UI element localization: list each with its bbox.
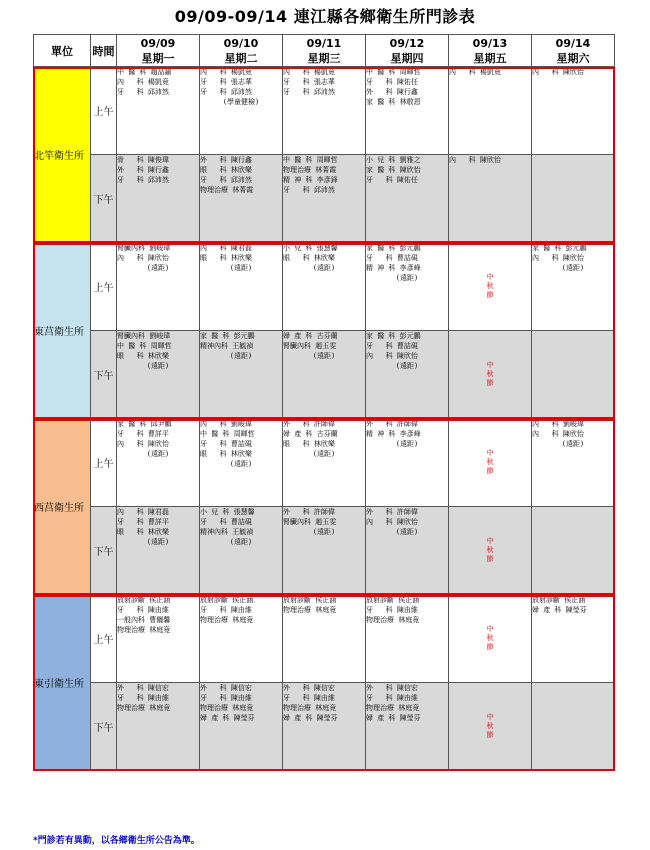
holiday-label: 中秋節 [486, 713, 494, 739]
cell-note: (遠距) [312, 352, 336, 360]
clinic-entry: 家 醫 科 林敬恩 [366, 98, 421, 106]
clinic-cell [117, 243, 200, 331]
cell-note: (遠距) [561, 264, 585, 272]
clinic-entry: 婦 產 科 陳瑩芬 [200, 714, 255, 722]
clinic-entry: 家 醫 科 彭元鵬 [366, 244, 421, 252]
clinic-entry: 內 科 陳君磊 [200, 244, 252, 252]
morning-row [34, 595, 615, 683]
clinic-entry: 小 兒 科 張慧馨 [283, 244, 338, 252]
unit-name: 東莒衛生所 [34, 243, 91, 419]
morning-row [34, 67, 615, 155]
clinic-entry: 中 醫 科 周暉哲 [200, 430, 255, 438]
clinic-entry: 放射診斷 侯正涵 [200, 596, 254, 604]
clinic-entry: 婦 產 科 古芬蘭 [283, 332, 338, 340]
holiday-label: 中秋節 [486, 625, 494, 651]
cell-note: (遠距) [229, 264, 253, 272]
clinic-entry: 牙 科 邱沛然 [117, 176, 169, 184]
clinic-entry: 婦 產 科 陳瑩芬 [283, 714, 338, 722]
clinic-entry: 外 科 許師偉 [366, 508, 418, 516]
clinic-cell [117, 331, 200, 419]
clinic-entry: 精 神 科 李彥峰 [366, 430, 421, 438]
clinic-cell [283, 331, 366, 419]
clinic-entry: 外 科 陳信宏 [200, 684, 252, 692]
day-date: 09/12 [389, 36, 425, 50]
clinic-entry: 腎臟內科 劉峻瑋 [117, 332, 171, 340]
clinic-entry: 內 科 陳欣怡 [532, 430, 584, 438]
day-weekday: 星期一 [141, 51, 175, 65]
clinic-entry: 內 科 陳欣怡 [117, 254, 169, 262]
time-morning: 上午 [91, 243, 117, 331]
clinic-entry: 牙 科 曹詰硯 [200, 518, 252, 526]
clinic-cell [200, 507, 283, 595]
day-header [449, 35, 532, 67]
holiday-cell [449, 331, 532, 419]
afternoon-row [34, 507, 615, 595]
clinic-entry: 中 醫 科 周暉哲 [117, 342, 172, 350]
time-afternoon: 下午 [91, 155, 117, 243]
clinic-cell [200, 67, 283, 155]
cell-note: (遠距) [395, 440, 419, 448]
cell-note: (遠距) [146, 362, 170, 370]
holiday-cell [449, 507, 532, 595]
clinic-entry: 物理治療 林庭竟 [366, 704, 420, 712]
clinic-entry: 物理治療 林庭竟 [200, 616, 254, 624]
schedule-table [33, 34, 615, 771]
cell-note: (遠距) [312, 264, 336, 272]
cell-note: (遠距) [146, 450, 170, 458]
clinic-cell [283, 155, 366, 243]
clinic-entry: 物理治療 林庭竟 [117, 626, 171, 634]
clinic-entry: 內 科 楊凱竟 [449, 68, 501, 76]
clinic-entry: 家 醫 科 彭元鵬 [200, 332, 255, 340]
cell-note: (遠距) [312, 450, 336, 458]
clinic-cell [200, 243, 283, 331]
clinic-entry: 家 醫 科 彭元鵬 [366, 332, 421, 340]
morning-row [34, 419, 615, 507]
day-header [200, 35, 283, 67]
clinic-entry: 牙 科 邱沛然 [283, 88, 335, 96]
clinic-entry: 牙 科 陳由維 [366, 694, 418, 702]
clinic-entry: 牙 科 曹詰硯 [366, 342, 418, 350]
holiday-cell [449, 243, 532, 331]
cell-note: (學童健檢) [222, 98, 260, 106]
clinic-cell [283, 67, 366, 155]
cell-note: (遠距) [229, 352, 253, 360]
clinic-cell [366, 683, 449, 771]
day-date: 09/09 [140, 36, 176, 50]
clinic-entry: 牙 科 曹詰硯 [200, 440, 252, 448]
cell-note: (遠距) [146, 264, 170, 272]
clinic-cell [283, 243, 366, 331]
clinic-cell [283, 683, 366, 771]
clinic-entry: 精 神 科 李彥峰 [366, 264, 421, 272]
clinic-entry: 小 兒 科 劉雅之 [366, 156, 421, 164]
clinic-entry: 骨 科 陳俊瑋 [117, 156, 169, 164]
clinic-entry: 牙 科 陳佑任 [366, 176, 418, 184]
clinic-entry: 牙 科 邱沛然 [200, 176, 252, 184]
clinic-entry: 內 科 劉峻瑋 [200, 420, 252, 428]
clinic-cell [366, 507, 449, 595]
clinic-entry: 腎臟內科 劉峻瑋 [117, 244, 171, 252]
clinic-entry: 眼 科 林欣樂 [200, 166, 252, 174]
clinic-entry: 內 科 陳欣怡 [366, 518, 418, 526]
clinic-entry: 放射診斷 侯正涵 [117, 596, 171, 604]
clinic-entry: 外 科 陳信宏 [117, 684, 169, 692]
clinic-entry: 婦 產 科 古芬蘭 [283, 430, 338, 438]
clinic-entry: 家 醫 科 陳欣怡 [366, 166, 421, 174]
clinic-entry: 眼 科 林欣樂 [200, 450, 252, 458]
clinic-entry: 眼 科 林欣樂 [200, 254, 252, 262]
time-header: 時間 [91, 35, 117, 67]
clinic-entry: 小 兒 科 張慧馨 [200, 508, 255, 516]
day-weekday: 星期四 [390, 51, 424, 65]
clinic-cell [200, 595, 283, 683]
clinic-entry: 外 科 陳行鑫 [200, 156, 252, 164]
clinic-entry: 牙 科 陳由維 [200, 694, 252, 702]
clinic-entry: 牙 科 陳由維 [117, 606, 169, 614]
time-afternoon: 下午 [91, 331, 117, 419]
clinic-entry: 牙 科 邱沛然 [117, 88, 169, 96]
clinic-entry: 腎臟內科 趙玉雯 [283, 342, 337, 350]
page-title: 09/09-09/14 連江縣各鄉衛生所門診表 [174, 7, 476, 26]
clinic-entry: 家 醫 科 邱尹麒 [117, 420, 172, 428]
time-afternoon: 下午 [91, 507, 117, 595]
day-weekday: 星期二 [224, 51, 258, 65]
clinic-cell [117, 683, 200, 771]
unit-name: 西莒衛生所 [34, 419, 91, 595]
clinic-entry: 中 醫 科 周暉哲 [283, 156, 338, 164]
clinic-entry: 物理治療 林庭竟 [283, 606, 337, 614]
clinic-entry: 內 科 劉峻瑋 [532, 420, 584, 428]
day-header [366, 35, 449, 67]
clinic-entry: 放射診斷 侯正涵 [283, 596, 337, 604]
holiday-label: 中秋節 [486, 449, 494, 475]
footnote: *門診若有異動，以各鄉衛生所公告為準。 [33, 836, 200, 846]
unit-name: 東引衛生所 [34, 595, 91, 771]
clinic-entry: 物理治療 林庭竟 [366, 616, 420, 624]
clinic-entry: 眼 科 林欣樂 [117, 352, 169, 360]
clinic-entry: 物理治療 林庭竟 [117, 704, 171, 712]
clinic-cell [283, 419, 366, 507]
clinic-entry: 外 科 許師偉 [366, 420, 418, 428]
clinic-cell [366, 331, 449, 419]
clinic-cell [117, 419, 200, 507]
cell-note: (遠距) [312, 528, 336, 536]
day-header [283, 35, 366, 67]
clinic-entry: 牙 科 陳由維 [117, 694, 169, 702]
cell-note: (遠距) [395, 362, 419, 370]
clinic-entry: 外 科 陳行鑫 [117, 166, 169, 174]
clinic-entry: 牙 科 曹詰硯 [366, 254, 418, 262]
day-weekday: 星期六 [556, 51, 590, 65]
clinic-entry: 內 科 楊凱竟 [283, 68, 335, 76]
clinic-entry: 婦 產 科 陳瑩芬 [532, 606, 587, 614]
clinic-cell [117, 67, 200, 155]
clinic-cell [449, 155, 532, 243]
day-date: 09/10 [223, 36, 259, 50]
unit-name: 北竿衛生所 [34, 67, 91, 243]
clinic-entry: 放射診斷 侯正涵 [532, 596, 586, 604]
clinic-entry: 內 科 陳欣怡 [532, 68, 584, 76]
afternoon-row [34, 331, 615, 419]
clinic-cell [366, 595, 449, 683]
clinic-entry: 婦 產 科 陳瑩芬 [366, 714, 421, 722]
header-row [34, 35, 615, 67]
cell-note: (遠距) [561, 440, 585, 448]
time-morning: 上午 [91, 67, 117, 155]
clinic-cell [449, 67, 532, 155]
morning-row [34, 243, 615, 331]
clinic-entry: 牙 科 曹詳平 [117, 430, 169, 438]
clinic-entry: 中 醫 科 趙品諭 [117, 68, 172, 76]
clinic-entry: 內 科 陳欣怡 [117, 440, 169, 448]
clinic-cell [283, 595, 366, 683]
holiday-cell [449, 595, 532, 683]
holiday-label: 中秋節 [486, 361, 494, 387]
clinic-entry: 內 科 陳欣怡 [532, 254, 584, 262]
day-weekday: 星期五 [473, 51, 507, 65]
unit-header: 單位 [34, 35, 91, 67]
day-header [117, 35, 200, 67]
holiday-cell [449, 419, 532, 507]
clinic-entry: 腎臟內科 趙玉雯 [283, 518, 337, 526]
clinic-cell [366, 155, 449, 243]
clinic-cell [532, 331, 615, 419]
clinic-entry: 精神內科 王毓禎 [200, 528, 254, 536]
clinic-cell [200, 419, 283, 507]
clinic-entry: 物理治療 林庭竟 [200, 704, 254, 712]
clinic-entry: 內 科 陳欣怡 [449, 156, 501, 164]
clinic-entry: 物理治療 林菁霞 [283, 166, 337, 174]
day-header [532, 35, 615, 67]
clinic-entry: 內 科 陳君磊 [117, 508, 169, 516]
clinic-entry: 牙 科 邱沛然 [200, 88, 252, 96]
clinic-entry: 外 科 許師偉 [283, 420, 335, 428]
holiday-label: 中秋節 [486, 273, 494, 299]
clinic-cell [200, 331, 283, 419]
clinic-cell [117, 595, 200, 683]
clinic-cell [366, 243, 449, 331]
cell-note: (遠距) [395, 528, 419, 536]
clinic-cell [532, 243, 615, 331]
cell-note: (遠距) [229, 460, 253, 468]
clinic-entry: 物理治療 林菁霞 [200, 186, 254, 194]
clinic-cell [366, 67, 449, 155]
clinic-entry: 眼 科 林欣樂 [117, 528, 169, 536]
clinic-entry: 外 科 陳信宏 [366, 684, 418, 692]
clinic-cell [532, 67, 615, 155]
clinic-entry: 牙 科 陳由維 [200, 606, 252, 614]
clinic-entry: 眼 科 林欣樂 [283, 440, 335, 448]
day-date: 09/11 [306, 36, 342, 50]
time-afternoon: 下午 [91, 683, 117, 771]
clinic-entry: 牙 科 曹詳平 [117, 518, 169, 526]
clinic-cell [283, 507, 366, 595]
clinic-cell [200, 155, 283, 243]
clinic-entry: 物理治療 林庭竟 [283, 704, 337, 712]
clinic-cell [366, 419, 449, 507]
clinic-entry: 放射診斷 侯正涵 [366, 596, 420, 604]
clinic-entry: 牙 科 陳佑任 [366, 78, 418, 86]
clinic-cell [532, 155, 615, 243]
clinic-entry: 家 醫 科 彭元鵬 [532, 244, 587, 252]
afternoon-row [34, 683, 615, 771]
time-morning: 上午 [91, 595, 117, 683]
clinic-entry: 牙 科 陳由維 [283, 694, 335, 702]
clinic-entry: 中 醫 科 周暉哲 [366, 68, 421, 76]
clinic-cell [117, 507, 200, 595]
cell-note: (遠距) [229, 538, 253, 546]
day-date: 09/13 [472, 36, 508, 50]
clinic-entry: 外 科 許師偉 [283, 508, 335, 516]
clinic-entry: 外 科 陳行鑫 [366, 88, 418, 96]
clinic-entry: 一般內科 曹儷馨 [117, 616, 171, 624]
clinic-cell [532, 419, 615, 507]
day-weekday: 星期三 [307, 51, 341, 65]
afternoon-row [34, 155, 615, 243]
holiday-label: 中秋節 [486, 537, 494, 563]
clinic-cell [200, 683, 283, 771]
clinic-entry: 精 神 科 李彥鋒 [283, 176, 338, 184]
clinic-cell [532, 507, 615, 595]
holiday-cell [449, 683, 532, 771]
clinic-entry: 牙 科 邱沛然 [283, 186, 335, 194]
clinic-entry: 牙 科 陳由維 [366, 606, 418, 614]
clinic-entry: 眼 科 林欣樂 [283, 254, 335, 262]
clinic-entry: 精神內科 王毓禎 [200, 342, 254, 350]
day-date: 09/14 [555, 36, 591, 50]
clinic-entry: 內 科 陳欣怡 [366, 352, 418, 360]
clinic-entry: 牙 科 張志華 [200, 78, 252, 86]
clinic-cell [117, 155, 200, 243]
time-morning: 上午 [91, 419, 117, 507]
cell-note: (遠距) [146, 538, 170, 546]
clinic-entry: 內 科 楊凱竟 [200, 68, 252, 76]
clinic-entry: 牙 科 張志華 [283, 78, 335, 86]
cell-note: (遠距) [395, 274, 419, 282]
clinic-entry: 外 科 陳信宏 [283, 684, 335, 692]
clinic-entry: 內 科 楊凱竟 [117, 78, 169, 86]
clinic-cell [532, 683, 615, 771]
clinic-cell [532, 595, 615, 683]
